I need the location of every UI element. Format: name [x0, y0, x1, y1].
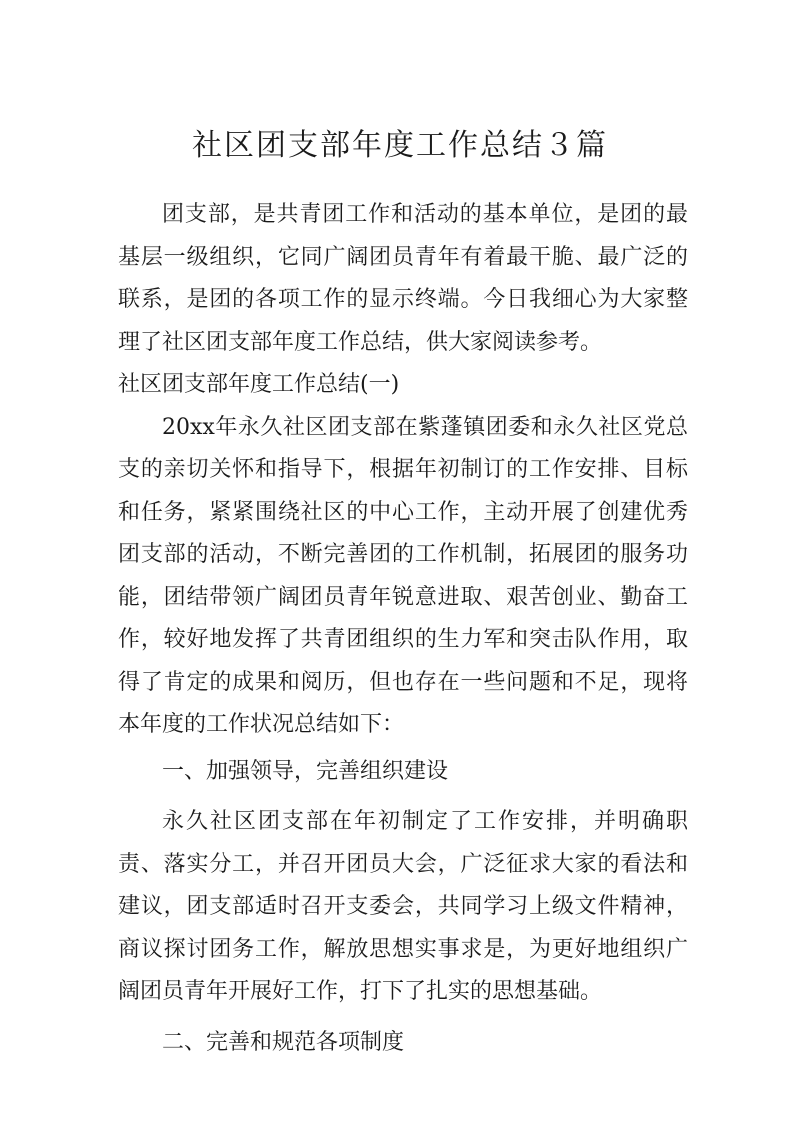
summary-paragraph: 20xx年永久社区团支部在紫蓬镇团委和永久社区党总支的亲切关怀和指导下，根据年初制订的工作安排、目标和任务，紧紧围绕社区的中心工作，主动开展了创建优秀团支部的活动，不断完善团的工作机制，拓展团的服务功能，团结带领广阔团员青年锐意进取、艰苦创业、勤奋工作，较好地发挥了共青团组织的生力军和突击队作用，取得了肯定的成果和阅历，但也存在一些问题和不足，现将本年度的工作状况总结如下： — [118, 414, 688, 737]
subheading-leadership: 一、加强领导，完善组织建设 — [162, 758, 449, 784]
section-heading-part-one: 社区团支部年度工作总结(一) — [118, 372, 400, 397]
leadership-paragraph: 永久社区团支部在年初制定了工作安排，并明确职责、落实分工，并召开团员大会，广泛征求大家的看法和建议，团支部适时召开支委会，共同学习上级文件精神，商议探讨团务工作，解放思想实事求是，为更好地组织广阔团员青年开展好工作，打下了扎实的思想基础。 — [118, 809, 688, 1004]
intro-paragraph: 团支部，是共青团工作和活动的基本单位，是团的最基层一级组织，它同广阔团员青年有着最干脆、最广泛的联系，是团的各项工作的显示终端。今日我细心为大家整理了社区团支部年度工作总结，供大家阅读参考。 — [118, 202, 688, 355]
document-body — [118, 194, 688, 1064]
document-title: 社区团支部年度工作总结３篇 — [192, 128, 608, 163]
subheading-systems: 二、完善和规范各项制度 — [162, 1029, 405, 1055]
